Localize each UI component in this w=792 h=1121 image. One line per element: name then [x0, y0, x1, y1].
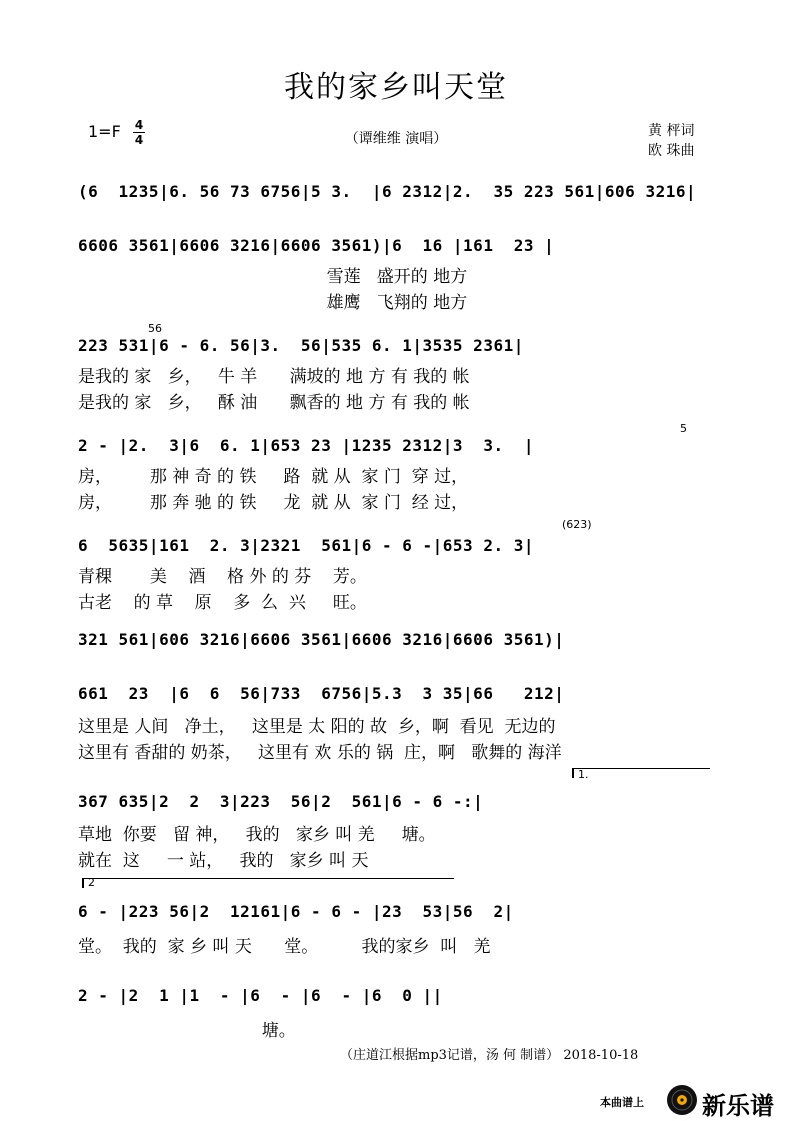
- time-signature-top: 4: [134, 118, 144, 132]
- transcription-credit: （庄道江根据mp3记谱，汤 何 制谱） 2018-10-18: [340, 1048, 639, 1063]
- grace-note-5: 5: [680, 422, 687, 435]
- score-row-9: 6 - |223 56|2 12161|6 - 6 - |23 53|56 2|: [78, 902, 514, 921]
- lyric-row-2-verse-1: 雪莲 盛开的 地方: [78, 267, 468, 287]
- lyric-row-8-verse-1: 草地 你要 留 神， 我的 家乡 叫 羌 塘。: [78, 825, 436, 845]
- volta-1-bracket: [572, 768, 710, 769]
- score-row-1: (6 1235|6. 56 73 6756|5 3. |6 2312|2. 35 223 561|606 3216|: [78, 182, 697, 201]
- score-row-10: 2 - |2 1 |1 - |6 - |6 - |6 0 ||: [78, 986, 443, 1005]
- volta-2-hook: [82, 878, 84, 888]
- grace-note-56: 56: [148, 322, 162, 335]
- lyric-row-4-verse-2: 房， 那 奔 驰 的 铁 龙 就 从 家 门 经 过，: [78, 493, 469, 513]
- lyric-row-9-verse-1: 堂。 我的 家 乡 叫 天 堂。 我的家乡 叫 羌: [78, 937, 491, 957]
- score-row-4: 2 - |2. 3|6 6. 1|653 23 |1235 2312|3 3. |: [78, 436, 534, 455]
- lyric-row-5-verse-1: 青稞 美 酒 格 外 的 芬 芳。: [78, 567, 367, 587]
- lyric-row-7-verse-1: 这里是 人间 净土， 这里是 太 阳的 故 乡，啊 看见 无边的: [78, 717, 556, 737]
- singer-credit: （谭维维 演唱）: [344, 131, 448, 147]
- brand-tagline: 本曲谱上: [600, 1096, 644, 1109]
- composer-credit: 欧 珠曲: [648, 143, 695, 159]
- lyricist-credit: 黄 枰词: [648, 123, 695, 139]
- volta-2-label: 2: [88, 876, 95, 889]
- lyric-row-2-verse-2: 雄鹰 飞翔的 地方: [78, 293, 468, 313]
- vinyl-record-icon: [666, 1084, 698, 1116]
- lyric-row-3-verse-2: 是我的 家 乡， 酥 油 飘香的 地 方 有 我的 帐: [78, 393, 470, 413]
- score-row-7: 661 23 |6 6 56|733 6756|5.3 3 35|66 212|: [78, 684, 565, 703]
- lyric-row-8-verse-2: 就在 这 一 站， 我的 家乡 叫 天: [78, 851, 369, 871]
- song-title: 我的家乡叫天堂: [284, 70, 508, 105]
- time-signature-bottom: 4: [134, 133, 144, 147]
- lyric-row-3-verse-1: 是我的 家 乡， 牛 羊 满坡的 地 方 有 我的 帐: [78, 367, 470, 387]
- lyric-row-5-verse-2: 古老 的 草 原 多 么 兴 旺。: [78, 593, 367, 613]
- score-row-3: 223 531|6 - 6. 56|3. 56|535 6. 1|3535 2361|: [78, 336, 524, 355]
- grace-note-623: (623): [562, 518, 592, 531]
- volta-2-bracket: [82, 878, 454, 879]
- score-row-6: 321 561|606 3216|6606 3561|6606 3216|6606 3561)|: [78, 630, 565, 649]
- brand-logo-text: 新乐谱: [702, 1092, 774, 1120]
- key-signature: 1=F: [88, 122, 121, 141]
- score-row-2: 6606 3561|6606 3216|6606 3561)|6 16 |161 23 |: [78, 236, 555, 255]
- volta-1-label: 1.: [578, 768, 589, 781]
- lyric-row-4-verse-1: 房， 那 神 奇 的 铁 路 就 从 家 门 穿 过，: [78, 467, 469, 487]
- lyric-row-10-verse-1: 塘。: [78, 1021, 296, 1041]
- volta-1-hook: [572, 768, 574, 778]
- score-row-8: 367 635|2 2 3|223 56|2 561|6 - 6 -:|: [78, 792, 484, 811]
- lyric-row-7-verse-2: 这里有 香甜的 奶茶， 这里有 欢 乐的 锅 庄，啊 歌舞的 海洋: [78, 743, 562, 763]
- score-row-5: 6 5635|161 2. 3|2321 561|6 - 6 -|653 2. 3|: [78, 536, 534, 555]
